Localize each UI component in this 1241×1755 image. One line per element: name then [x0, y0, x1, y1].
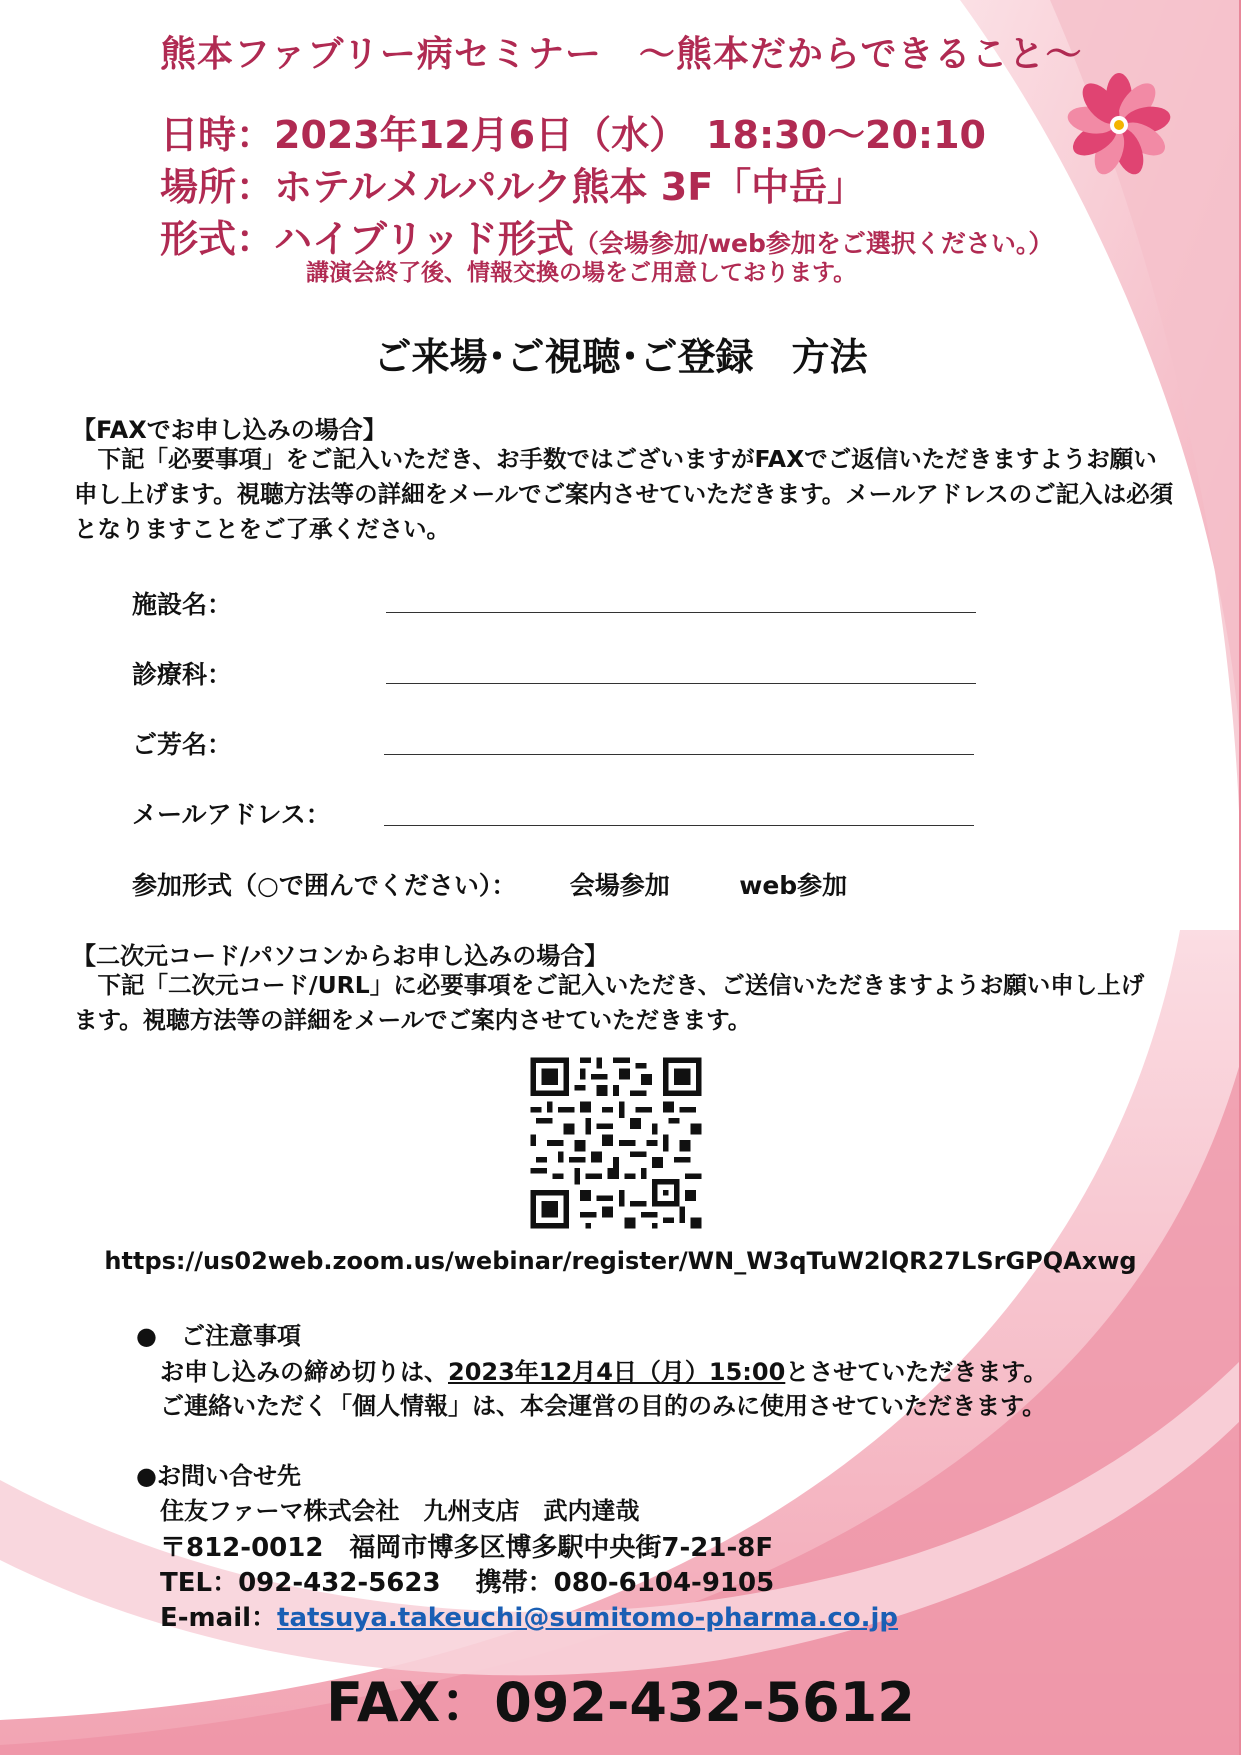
participation-label: 参加形式（○で囲んでください）：	[132, 871, 517, 900]
flower-icon	[1066, 72, 1172, 178]
event-place: 場所：ホテルメルパルク熊本 3F「中岳」	[160, 165, 866, 209]
facility-line	[386, 612, 976, 613]
fax-section-label: 【FAXでお申し込みの場合】	[72, 416, 387, 444]
deadline-prefix: お申し込みの締め切りは、	[160, 1358, 448, 1386]
department-line	[386, 683, 976, 684]
qr-section-text: 下記「二次元コード/URL」に必要事項をご記入いただき、ご送信いただきますようお願い申し上げます。視聴方法等の詳細をメールでご案内させていただきます。	[74, 971, 1145, 1034]
notes-heading: ● ご注意事項	[136, 1322, 301, 1350]
department-label: 診療科：	[132, 660, 233, 689]
after-event-note: 講演会終了後、情報交換の場をご用意しております。	[306, 260, 857, 286]
registration-url[interactable]: https://us02web.zoom.us/webinar/register/WN_W3qTuW2lQR27LSrGPQAxwg	[104, 1247, 1137, 1275]
name-line	[384, 754, 974, 755]
qr-section-label: 【二次元コード/パソコンからお申し込みの場合】	[72, 942, 609, 970]
event-date: 日時：2023年12月6日（水） 18:30～20:10	[160, 113, 987, 157]
seminar-title: 熊本ファブリー病セミナー ～熊本だからできること～	[160, 34, 1083, 75]
deadline-suffix: とさせていただきます。	[785, 1358, 1048, 1386]
contact-address: 〒812-0012 福岡市博多区博多駅中央街7-21-8F	[160, 1533, 774, 1563]
contact-company: 住友ファーマ株式会社 九州支店 武内達哉	[160, 1497, 640, 1525]
deadline-line	[160, 1352, 1047, 1387]
email-line	[384, 825, 974, 826]
qr-code-icon[interactable]	[525, 1052, 707, 1234]
contact-tel: TEL：092-432-5623 携帯：080-6104-9105	[160, 1568, 775, 1598]
event-format-main: 形式：ハイブリッド形式	[160, 217, 574, 261]
deadline-date: 2023年12月4日（月）15:00	[448, 1358, 786, 1386]
facility-label: 施設名：	[132, 590, 233, 619]
option-venue: 会場参加	[569, 871, 670, 900]
email-label: メールアドレス：	[132, 800, 331, 829]
contact-heading: ●お問い合せ先	[136, 1462, 301, 1490]
name-label: ご芳名：	[132, 730, 233, 759]
fax-section-text: 下記「必要事項」をご記入いただき、お手数ではございますがFAXでご返信いただきますようお願い申し上げます。視聴方法等の詳細をメールでご案内させていただきます。メールアドレスのご記入は必須となりますことをご了承ください。	[74, 445, 1174, 543]
option-web: web参加	[739, 871, 848, 900]
contact-email-label: E-mail：	[160, 1603, 278, 1633]
privacy-note: ご連絡いただく「個人情報」は、本会運営の目的のみに使用させていただきます。	[160, 1392, 1047, 1420]
fax-number: FAX：092-432-5612	[326, 1671, 915, 1734]
event-format-note: （会場参加/web参加をご選択ください。）	[573, 229, 1054, 258]
registration-heading: ご来場･ご視聴･ご登録 方法	[373, 335, 868, 379]
participation-row	[132, 866, 847, 902]
contact-email-row	[160, 1597, 898, 1634]
contact-email-link[interactable]: tatsuya.takeuchi@sumitomo-pharma.co.jp	[277, 1603, 899, 1633]
